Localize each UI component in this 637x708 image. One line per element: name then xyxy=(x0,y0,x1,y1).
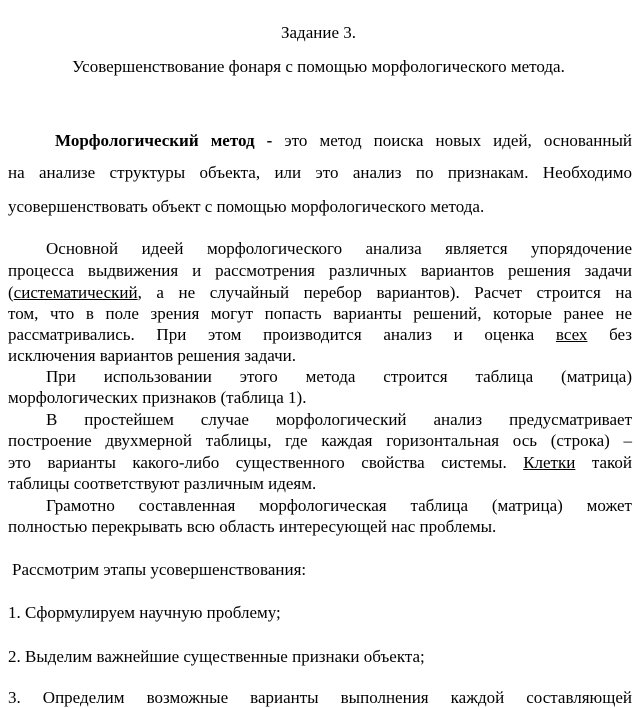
stage-item: 1. Сформулируем научную проблему; xyxy=(8,603,281,622)
page-title: Усовершенствование фонаря с помощью морфологического метода. xyxy=(72,57,565,76)
paragraph-1-line-2: процесса выдвижения и рассмотрения различных вариантов решения задачи xyxy=(8,261,632,280)
text: это варианты какого-либо существенного свойства системы. xyxy=(8,453,507,472)
underlined-word: систематический xyxy=(13,283,138,302)
text: такой xyxy=(591,453,632,472)
stage-item: 2. Выделим важнейшие существенные признаки объекта; xyxy=(8,647,425,666)
paragraph-3-line-1: В простейшем случае морфологический анализ предусматривает xyxy=(46,410,632,429)
underlined-word: всех xyxy=(555,325,588,344)
definition-line-1 xyxy=(8,131,632,151)
paren: ( xyxy=(8,283,14,302)
paragraph-2-line-1: При использовании этого метода строится таблица (матрица) xyxy=(46,367,632,386)
stage-item: 3. Определим возможные варианты выполнения каждой составляющей xyxy=(8,688,632,707)
definition-text: это метод поиска новых идей, основанный xyxy=(284,131,632,150)
definition-line-3: усовершенствовать объект с помощью морфологического метода. xyxy=(8,197,485,216)
text: , а не случайный перебор вариантов). Расчет строится на xyxy=(137,283,632,302)
definition-term: Морфологический метод - xyxy=(55,131,273,150)
paragraph-1-line-1: Основной идеей морфологического анализа является упорядочение xyxy=(46,239,632,258)
paragraph-1-line-3 xyxy=(8,283,632,303)
task-number: Задание 3. xyxy=(281,23,356,42)
text: без xyxy=(609,325,633,344)
paragraph-1-line-5 xyxy=(8,325,632,345)
paragraph-4-line-1: Грамотно составленная морфологическая таблица (матрица) может xyxy=(46,496,632,515)
definition-line-2: на анализе структуры объекта, или это анализ по признакам. Необходимо xyxy=(8,163,632,182)
stages-intro: Рассмотрим этапы усовершенствования: xyxy=(12,560,307,579)
paragraph-3-line-3 xyxy=(8,453,632,473)
paragraph-3-line-4: таблицы соответствуют различным идеям. xyxy=(8,474,317,493)
paragraph-2-line-2: морфологических признаков (таблица 1). xyxy=(8,388,307,407)
underlined-word: Клетки xyxy=(523,453,576,472)
paragraph-1-line-6: исключения вариантов решения задачи. xyxy=(8,346,296,365)
paragraph-1-line-4: том, что в поле зрения могут попасть варианты решений, которые ранее не xyxy=(8,304,632,323)
paragraph-4-line-2: полностью перекрывать всю область интересующей нас проблемы. xyxy=(8,517,497,536)
paragraph-3-line-2: построение двухмерной таблицы, где каждая горизонтальная ось (строка) – xyxy=(8,431,632,450)
text: рассматривались. При этом производится анализ и оценка xyxy=(8,325,535,344)
